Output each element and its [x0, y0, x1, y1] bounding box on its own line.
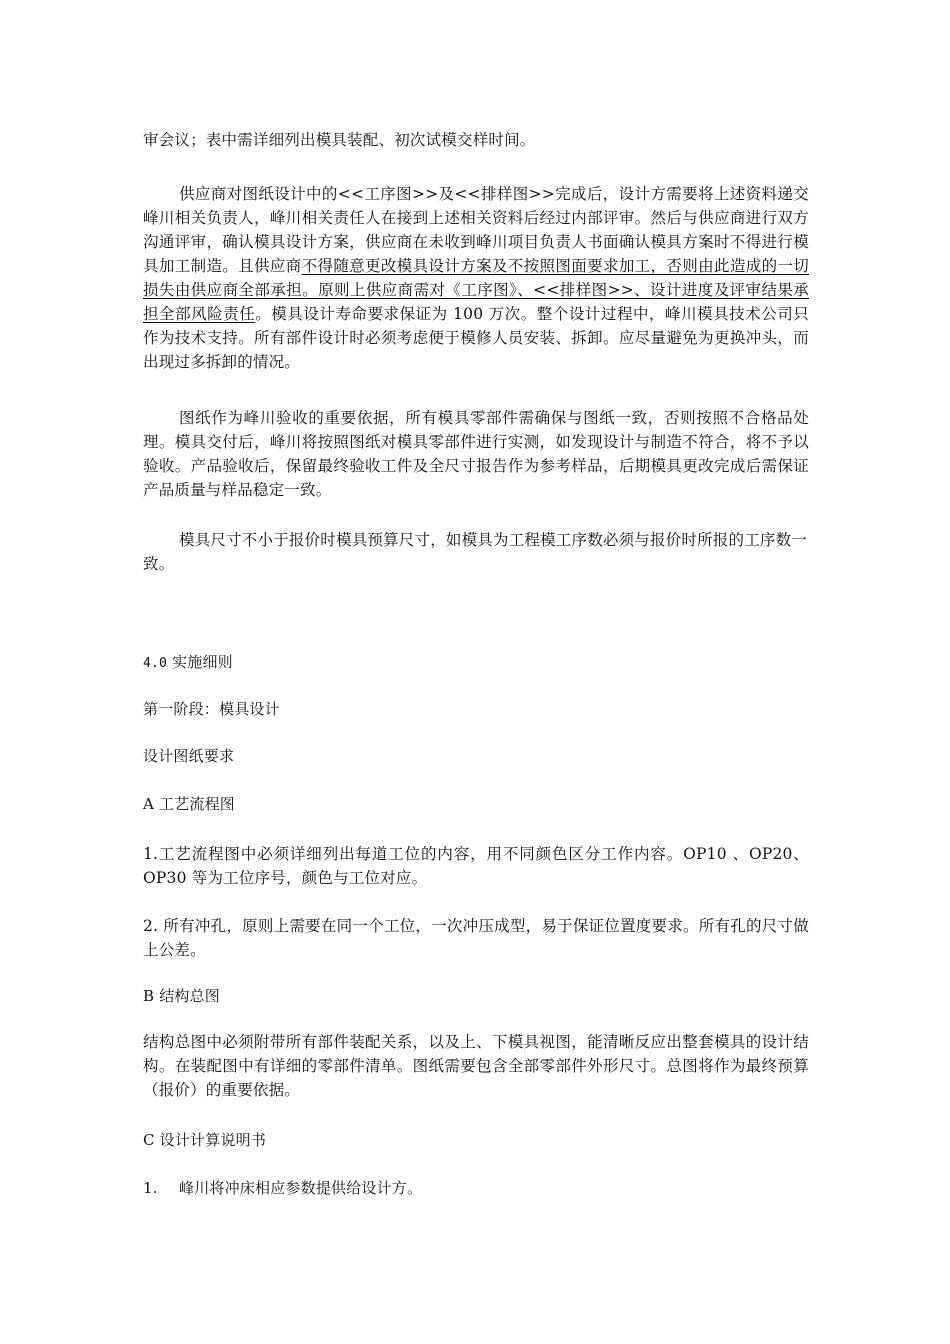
paragraph-structure-drawing: 结构总图中必须附带所有部件装配关系，以及上、下模具视图，能清晰反应出整套模具的设计结构。在装配图中有详细的零部件清单。图纸需要包含全部零部件外形尺寸。总图将作为最终预算（报价）的重要依据。: [143, 1033, 809, 1099]
subheading-design-calculation: C 设计计算说明书: [143, 1131, 267, 1149]
paragraph-drawing-acceptance: 图纸作为峰川验收的重要依据，所有模具零部件需确保与图纸一致，否则按照不合格品处理。模具交付后，峰川将按照图纸对模具零部件进行实测，如发现设计与制造不符合，将不予以验收。产品验收后，保留最终验收工件及全尺寸报告作为参考样品，后期模具更改完成后需保证产品质量与样品稳定一致。: [143, 409, 809, 499]
section-title: 实施细则: [172, 653, 233, 671]
subheading-drawing-requirements: 设计图纸要求: [143, 747, 235, 765]
paragraph-review-meeting: 审会议；表中需详细列出模具装配、初次试模交样时间。: [143, 131, 536, 149]
paragraph-supplier-design-review: [143, 182, 809, 374]
subheading-structure-drawing: B 结构总图: [143, 987, 220, 1005]
section-heading-4-0: [143, 652, 233, 674]
paragraph-process-flow-2: 2. 所有冲孔，原则上需要在同一个工位，一次冲压成型，易于保证位置度要求。所有孔的尺寸做上公差。: [143, 917, 809, 959]
underlined-liability-clause: 不得随意更改模具设计方案及不按照图面要求加工，否则由此造成的一切损失由供应商全部承担。原则上供应商需对《工序图》、<<排样图>>、设计进度及评审结果承担全部风险责任: [143, 257, 809, 323]
stage-heading: 第一阶段：模具设计: [143, 700, 280, 718]
section-number: 4.0: [143, 656, 168, 671]
list-item-number: 1.: [143, 1179, 158, 1197]
paragraph-part-a: 供应商对图纸设计中的<<工序图>>及<<排样图>>完成后，设计方需要将上述资料递交峰川相关负责人，峰川相关责任人在接到上述相关资料后经过内部评审。然后与供应商进行双方沟通评审，确认模具设计方案，供应商在未收到峰川项目负责人书面确认模具方案时不得进行模具加工制造。且供应商: [143, 185, 809, 275]
paragraph-mold-size: [143, 528, 809, 576]
mold-size-line-2: 致。: [143, 555, 175, 573]
subheading-process-flow: A 工艺流程图: [143, 795, 236, 813]
paragraph-process-flow-1: 1.工艺流程图中必须详细列出每道工位的内容，用不同颜色区分工作内容。OP10 、OP20、OP30 等为工位序号，颜色与工位对应。: [143, 845, 809, 887]
list-item-text: 峰川将冲床相应参数提供给设计方。: [179, 1179, 423, 1197]
paragraph-part-b: 。模具设计寿命要求保证为 100 万次。整个设计过程中，峰川模具技术公司只作为技术支持。所有部件设计时必须考虑便于模修人员安装、拆卸。应尽量避免为更换冲头，而出现过多拆卸的情况。: [143, 305, 810, 371]
mold-size-line-1: 模具尺寸不小于报价时模具预算尺寸，如模具为工程模工序数必须与报价时所报的工序数一: [179, 531, 808, 549]
list-item-1: [143, 1178, 422, 1198]
